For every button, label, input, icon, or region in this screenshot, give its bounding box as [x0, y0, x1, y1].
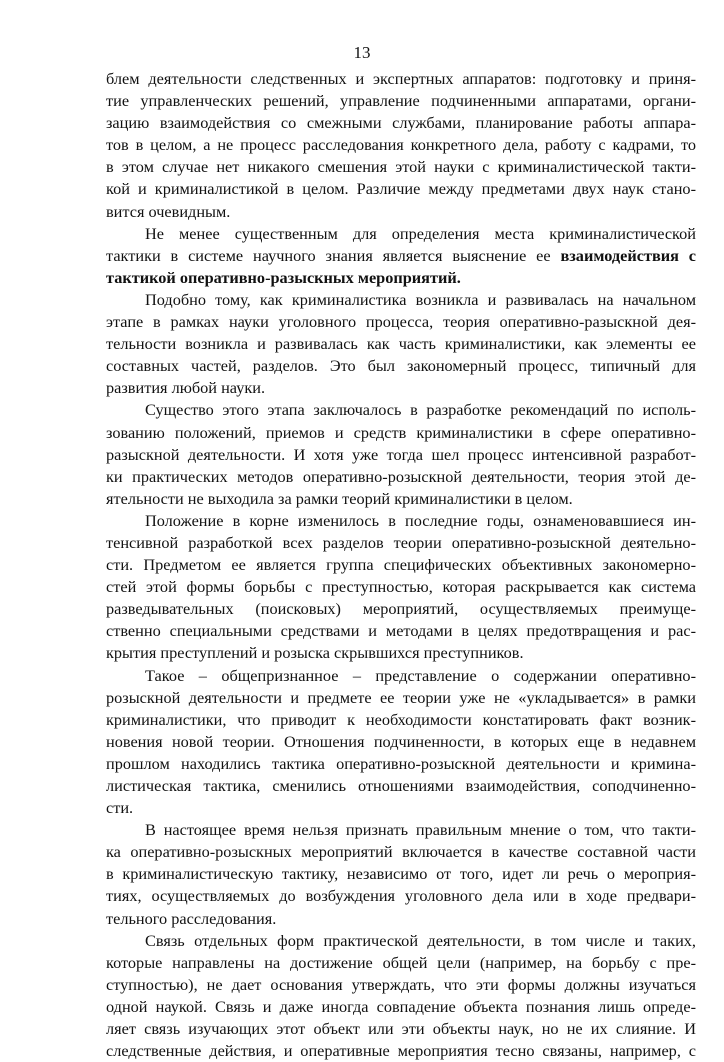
text-line — [106, 355, 696, 377]
text-line — [106, 444, 696, 466]
text-line — [106, 466, 696, 488]
text-line — [106, 598, 696, 620]
line-text: тельности возникла и развивалась как часть криминалистики, как элементы ее — [106, 334, 696, 354]
text-line — [106, 665, 696, 687]
line-text: ственно специальными средствами и методами в целях предотвращения и рас- — [106, 621, 696, 641]
bold-emphasis: взаимодействия с — [560, 245, 697, 265]
line-text: сти. Предметом ее является группа специфических объективных закономерно- — [106, 555, 696, 575]
line-text: тактики в системе научного знания является выяснение ее — [106, 245, 561, 265]
text-line — [106, 797, 696, 819]
line-text: следственные действия, и оперативные мероприятия тесно связаны, например, с — [106, 1041, 696, 1061]
line-text: вится очевидным. — [106, 201, 231, 221]
line-text: крытия преступлений и розыска скрывшихся преступников. — [106, 643, 524, 663]
text-line — [106, 377, 696, 399]
text-line — [106, 819, 696, 841]
line-text: Подобно тому, как криминалистика возникла и развивалась на начальном — [145, 289, 696, 309]
line-text: тиях, осуществляемых до возбуждения уголовного дела или в ходе предвари- — [106, 886, 696, 906]
line-text: разведывательных (поисковых) мероприятий, осуществляемых преимуще- — [106, 599, 696, 619]
text-line — [106, 863, 696, 885]
text-line — [106, 178, 696, 200]
line-text: составных частей, разделов. Это был закономерный процесс, типичный для — [106, 356, 696, 376]
text-line — [106, 399, 696, 421]
line-text: Такое – общепризнанное – представление о содержании оперативно- — [145, 665, 696, 685]
line-text: которые направлены на достижение общей цели (например, на борьбу с пре- — [106, 952, 696, 972]
line-text: тельного расследования. — [106, 908, 277, 928]
text-line — [106, 134, 696, 156]
line-text: зованию положений, приемов и средств криминалистики в сфере оперативно- — [106, 422, 696, 442]
text-line — [106, 90, 696, 112]
text-line — [106, 488, 696, 510]
text-line — [106, 930, 696, 952]
line-text: кой и криминалистикой в целом. Различие между предметами двух наук стано- — [106, 179, 696, 199]
text-line — [106, 908, 696, 930]
line-text: стей этой формы борьбы с преступностью, которая раскрывается как система — [106, 577, 696, 597]
line-text: ляет связь изучающих этот объект или эти объекты наук, но не их слияние. И — [106, 1019, 696, 1039]
text-line — [106, 554, 696, 576]
line-text: в этом случае нет никакого смешения этой науки с криминалистической такти- — [106, 157, 696, 177]
text-line — [106, 687, 696, 709]
text-line — [106, 709, 696, 731]
text-line — [106, 245, 696, 267]
text-line — [106, 885, 696, 907]
line-text: Существо этого этапа заключалось в разработке рекомендаций по исполь- — [145, 400, 696, 420]
text-line — [106, 1018, 696, 1040]
line-text: разыскной деятельности. И хотя уже тогда шел процесс интенсивной разработ- — [106, 444, 696, 464]
text-line — [106, 753, 696, 775]
line-text: зацию взаимодействия со смежными службами, планирование работы аппара- — [106, 113, 696, 133]
text-line — [106, 201, 696, 223]
text-line — [106, 510, 696, 532]
line-text: прошлом находились тактика оперативно-розыскной деятельности и кримина- — [106, 753, 696, 773]
line-text: этапе в рамках науки уголовного процесса, теория оперативно-разыскной дея- — [106, 312, 696, 332]
line-text: блем деятельности следственных и экспертных аппаратов: подготовку и приня- — [106, 69, 696, 88]
text-line — [106, 311, 696, 333]
line-text: тие управленческих решений, управление подчиненными аппаратами, органи- — [106, 91, 696, 111]
text-line — [106, 775, 696, 797]
text-line — [106, 576, 696, 598]
text-line — [106, 841, 696, 863]
text-line — [106, 223, 696, 245]
line-text: розыскной деятельности и предмете ее теории уже не «укладывается» в рамки — [106, 687, 696, 707]
line-text: криминалистики, что приводит к необходимости констатировать факт возник- — [106, 709, 696, 729]
text-line — [106, 112, 696, 134]
line-text: ступностью), не дает основания утверждать, что эти формы должны изучаться — [106, 974, 696, 994]
text-line — [106, 996, 696, 1018]
line-text: В настоящее время нельзя признать правильным мнение о том, что такти- — [145, 820, 696, 840]
line-text: Связь отдельных форм практической деятельности, в том числе и таких, — [145, 930, 696, 950]
text-line — [106, 731, 696, 753]
body-text — [106, 68, 696, 1062]
line-text: тенсивной разработкой всех разделов теории оперативно-розыскной деятельно- — [106, 532, 696, 552]
line-text: Положение в корне изменилось в последние годы, ознаменовавшиеся ин- — [145, 510, 696, 530]
line-text: сти. — [106, 798, 134, 818]
text-line — [106, 532, 696, 554]
text-line — [106, 68, 696, 90]
line-text: ятельности не выходила за рамки теорий криминалистики в целом. — [106, 488, 573, 508]
text-line — [106, 333, 696, 355]
line-text: листическая тактика, сменились отношениями взаимодействия, соподчиненно- — [106, 776, 696, 795]
text-line — [106, 1040, 696, 1062]
line-text: в криминалистическую тактику, независимо от того, идет ли речь о мероприя- — [106, 864, 696, 884]
bold-emphasis: тактикой оперативно-разыскных мероприятий. — [106, 267, 461, 287]
line-text: новения новой теории. Отношения подчиненности, в которых еще в недавнем — [106, 731, 696, 751]
text-line — [106, 642, 696, 664]
text-line — [106, 974, 696, 996]
line-text: ка оперативно-розыскных мероприятий включается в качестве составной части — [106, 842, 696, 862]
page-number: 13 — [353, 43, 371, 62]
text-line — [106, 422, 696, 444]
line-text: ки практических методов оперативно-розыскной деятельности, теория этой де- — [106, 466, 696, 486]
text-line — [106, 289, 696, 311]
line-text: развития любой науки. — [106, 378, 266, 398]
text-line — [106, 267, 696, 289]
text-line — [106, 156, 696, 178]
line-text: Не менее существенным для определения места криминалистической — [145, 223, 696, 243]
text-line — [106, 620, 696, 642]
text-line — [106, 952, 696, 974]
line-text: одной наукой. Связь и даже иногда совпадение объекта познания лишь опреде- — [106, 996, 696, 1016]
line-text: тов в целом, а не процесс расследования конкретного дела, работу с кадрами, то — [106, 135, 696, 155]
